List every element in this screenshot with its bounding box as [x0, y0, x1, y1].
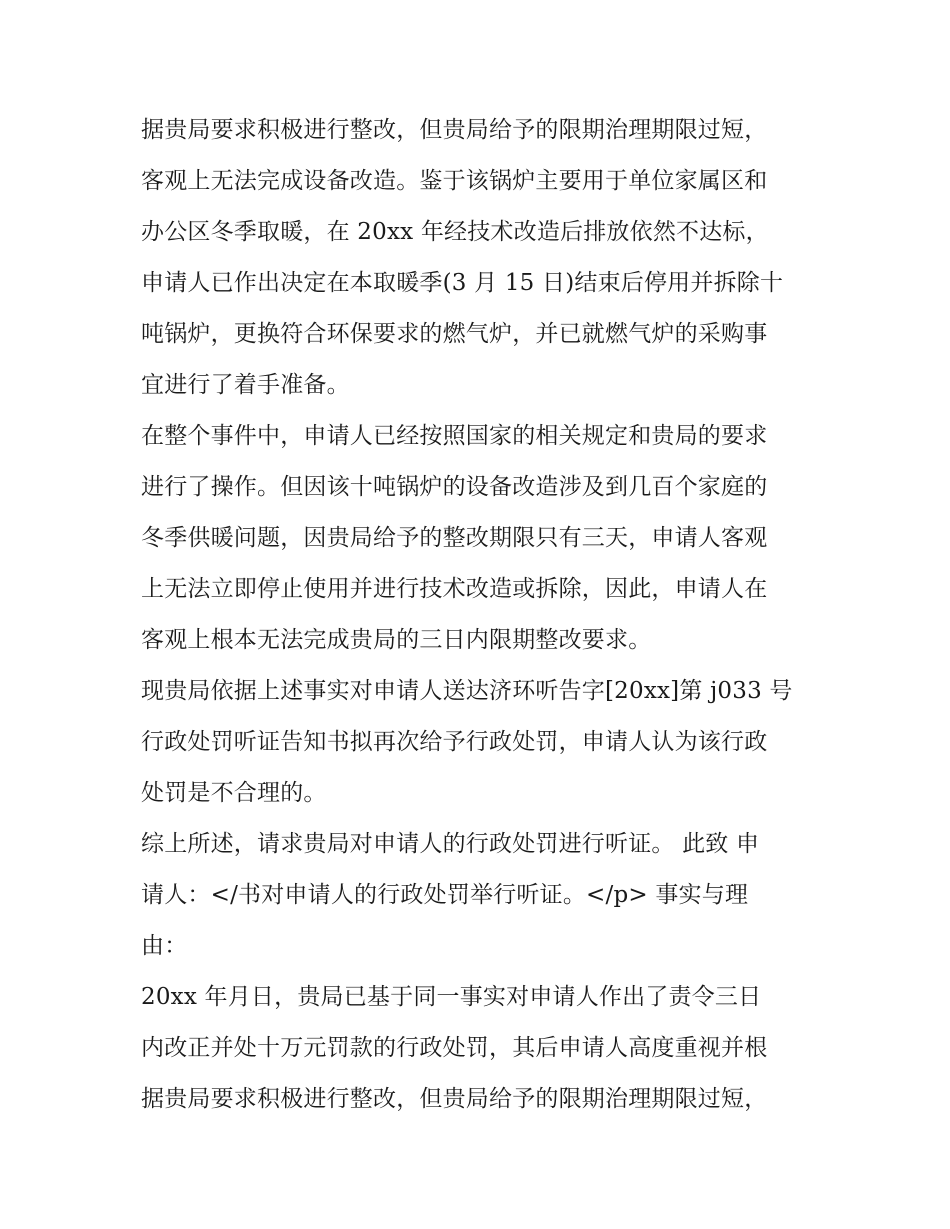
text-line-2: 客观上无法完成设备改造。鉴于该锅炉主要用于单位家属区和	[141, 168, 768, 194]
text-line-11: 客观上根本无法完成贵局的三日内限期整改要求。	[141, 627, 652, 653]
text-line-5: 吨锅炉，更换符合环保要求的燃气炉，并已就燃气炉的采购事	[141, 321, 768, 347]
text-line-19: 内改正并处十万元罚款的行政处罚，其后申请人高度重视并根	[141, 1035, 768, 1061]
document-body	[141, 105, 821, 1125]
text-line-15: 综上所述，请求贵局对申请人的行政处罚进行听证。 此致 申	[141, 831, 760, 857]
text-line-12: 现贵局依据上述事实对申请人送达济环听告字[20xx]第 j033 号	[141, 678, 793, 704]
text-line-4: 申请人已作出决定在本取暖季(3 月 15 日)结束后停用并拆除十	[141, 270, 784, 296]
text-line-20: 据贵局要求积极进行整改，但贵局给予的限期治理期限过短，	[141, 1086, 768, 1112]
text-line-17: 由：	[141, 933, 188, 959]
text-line-14: 处罚是不合理的。	[141, 780, 327, 806]
text-line-8: 进行了操作。但因该十吨锅炉的设备改造涉及到几百个家庭的	[141, 474, 768, 500]
text-line-3: 办公区冬季取暖，在 20xx 年经技术改造后排放依然不达标，	[141, 219, 769, 245]
text-line-13: 行政处罚听证告知书拟再次给予行政处罚，申请人认为该行政	[141, 729, 768, 755]
text-line-6: 宜进行了着手准备。	[141, 372, 350, 398]
text-line-1: 据贵局要求积极进行整改，但贵局给予的限期治理期限过短，	[141, 117, 768, 143]
text-line-9: 冬季供暖问题，因贵局给予的整改期限只有三天，申请人客观	[141, 525, 768, 551]
text-line-16: 请人：</书对申请人的行政处罚举行听证。</p> 事实与理	[141, 882, 749, 908]
text-line-18: 20xx 年月日，贵局已基于同一事实对申请人作出了责令三日	[141, 984, 762, 1010]
text-line-7: 在整个事件中，申请人已经按照国家的相关规定和贵局的要求	[141, 423, 768, 449]
text-line-10: 上无法立即停止使用并进行技术改造或拆除，因此，申请人在	[141, 576, 768, 602]
